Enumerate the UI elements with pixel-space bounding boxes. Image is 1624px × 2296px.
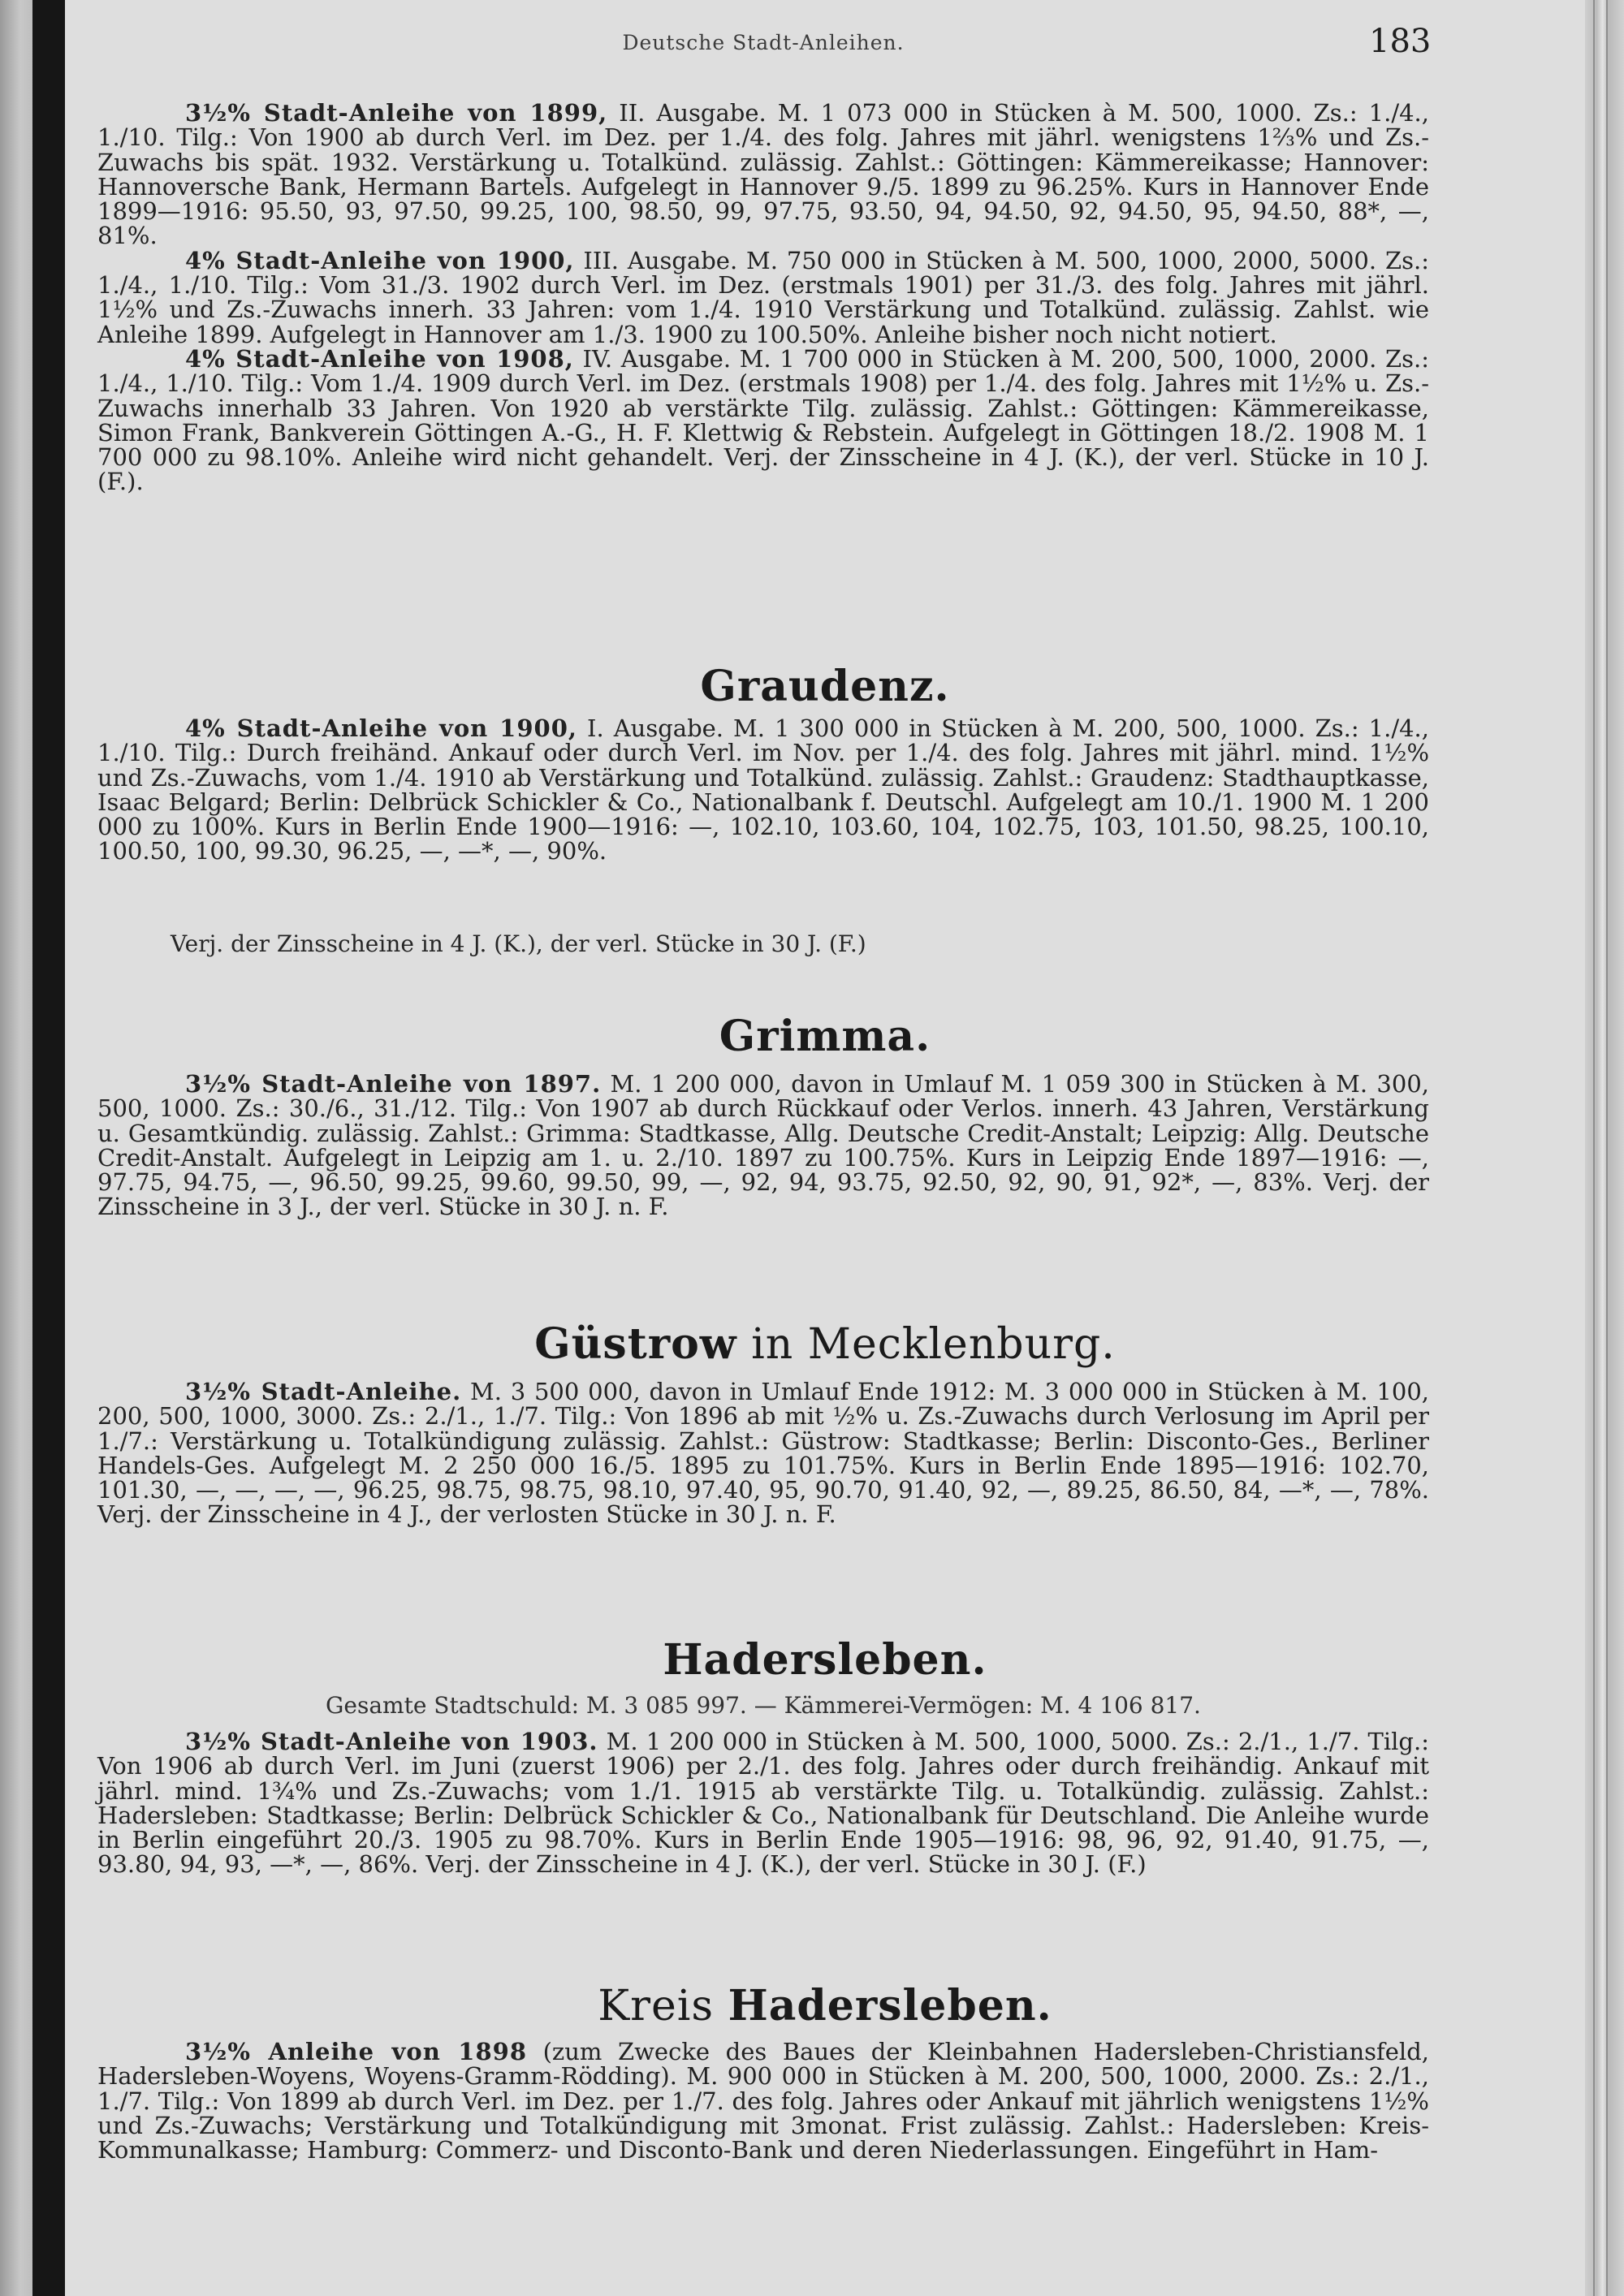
kreis-hadersleben-loan-1898 bbox=[97, 2039, 1429, 2162]
heading-light-part: in Mecklenburg. bbox=[736, 1320, 1116, 1369]
goettingen-loan-1899 bbox=[97, 101, 1429, 248]
loan-title: 4% Stadt-Anleihe von 1900, bbox=[185, 246, 575, 274]
loan-title: 3½% Stadt-Anleihe. bbox=[185, 1378, 462, 1405]
section-heading-guestrow bbox=[65, 1319, 1585, 1369]
heading-bold-part: Hadersleben. bbox=[728, 1981, 1052, 2031]
loan-text: II. Ausgabe. M. 1 073 000 in Stücken à M. 500, 1000. Zs.: 1./4., 1./10. Tilg.: Von 1900 ab durch Verl. im Dez. per 1./4. des folg. Jahres mit jährl. wenigstens 1⅔% und Zs.-Zuwachs bis spät. 1932. Verstärkung u. Totalkünd. zulässig. Zahlst.: Göttingen: Kämmereikasse; Hannover: Hannoversche Bank, Hermann Bartels. Aufgelegt in Hannover 9./5. 1899 zu 96.25%. Kurs in Hannover Ende 1899—1916: 95.50, 93, 97.50, 99.25, 100, 98.50, 99, 97.75, 93.50, 94, 94.50, 92, 94.50, 95, 94.50, 88*, —, 81%. bbox=[97, 99, 1429, 250]
loan-text: M. 1 200 000, davon in Umlauf M. 1 059 300 in Stücken à M. 300, 500, 1000. Zs.: 30./6., 31./12. Tilg.: Von 1907 ab durch Rückkauf oder Verlos. innerh. 43 Jahren, Verstärkung u. Gesamtkündig. zulässig. Zahlst.: Grimma: Stadtkasse, Allg. Deutsche Credit-Anstalt; Leipzig: Allg. Deutsche Credit-Anstalt. Aufgelegt in Leipzig am 1. u. 2./10. 1897 zu 100.75%. Kurs in Leipzig Ende 1897—1916: —, 97.75, 94.75, —, 96.50, 99.25, 99.60, 99.50, 99, —, 92, 94, 93.75, 92.50, 92, 90, 91, 92*, —, 83%. Verj. der Zinsscheine in 3 J., der verl. Stücke in 30 J. n. F. bbox=[97, 1070, 1429, 1221]
page-stack-edge bbox=[1585, 0, 1624, 2296]
running-head: Deutsche Stadt-Anleihen. bbox=[622, 31, 905, 54]
previous-page-edge bbox=[0, 0, 34, 2296]
loan-text: IV. Ausgabe. M. 1 700 000 in Stücken à M. 200, 500, 1000, 2000. Zs.: 1./4., 1./10. Tilg.: Vom 1./4. 1909 durch Verl. im Dez. (erstmals 1908) per 1./4. des folg. Jahres mit 1½% u. Zs.-Zuwachs innerhalb 33 Jahren. Von 1920 ab verstärkte Tilg. zulässig. Zahlst.: Göttingen: Kämmereikasse, Simon Frank, Bankverein Göttingen A.-G., H. F. Klettwig & Rebstein. Aufgelegt in Göttingen 18./2. 1908 M. 1 700 000 zu 98.10%. Anleihe wird nicht gehandelt. Verj. der Zinsscheine in 4 J. (K.), der verl. Stücke in 10 J. (F.). bbox=[97, 344, 1429, 496]
page-number: 183 bbox=[1369, 23, 1432, 60]
loan-text: (zum Zwecke des Baues der Kleinbahnen Hadersleben-Christiansfeld, Hadersleben-Woyens, Woyens-Gramm-Rödding). M. 900 000 in Stücken à M. 200, 500, 1000, 2000. Zs.: 2./1., 1./7. Tilg.: Von 1899 ab durch Verl. im Dez. per 1./7. des folg. Jahres oder Ankauf mit jährlich wenigstens 1½% und Zs.-Zuwachs; Verstärkung und Totalkündigung mit 3monat. Frist zulässig. Zahlst.: Hadersleben: Kreis-Kommunalkasse; Hamburg: Commerz- und Disconto-Bank und deren Niederlassungen. Eingeführt in Ham- bbox=[97, 2038, 1429, 2164]
graudenz-loan-1900 bbox=[97, 716, 1429, 864]
section-heading-hadersleben: Hadersleben. bbox=[663, 1635, 987, 1685]
loan-text: M. 3 500 000, davon in Umlauf Ende 1912: M. 3 000 000 in Stücken à M. 100, 200, 500, 1000, 3000. Zs.: 2./1., 1./7. Tilg.: Von 1896 ab mit ½% u. Zs.-Zuwachs durch Verlosung im April per 1./7.: Verstärkung u. Totalkündigung zulässig. Zahlst.: Güstrow: Stadtkasse; Berlin: Disconto-Ges., Berliner Handels-Ges. Aufgelegt M. 2 250 000 16./5. 1895 zu 101.75%. Kurs in Berlin Ende 1895—1916: 102.70, 101.30, —, —, —, —, 96.25, 98.75, 98.75, 98.10, 97.40, 95, 90.70, 91.40, 92, —, 89.25, 86.50, 84, —*, —, 78%. Verj. der Zinsscheine in 4 J., der verlosten Stücke in 30 J. n. F. bbox=[97, 1378, 1429, 1529]
graudenz-entry bbox=[97, 716, 1429, 864]
section-heading-grimma: Grimma. bbox=[719, 1012, 931, 1061]
guestrow-loan bbox=[97, 1379, 1429, 1527]
hadersleben-loan-1903 bbox=[97, 1729, 1429, 1877]
graudenz-verjaehrung: Verj. der Zinsscheine in 4 J. (K.), der verl. Stücke in 30 J. (F.) bbox=[171, 930, 866, 957]
section-heading-graudenz: Graudenz. bbox=[700, 662, 950, 711]
hadersleben-entry bbox=[97, 1729, 1429, 1877]
loan-title: 3½% Anleihe von 1898 bbox=[185, 2038, 527, 2065]
loan-title: 4% Stadt-Anleihe von 1908, bbox=[185, 344, 574, 373]
loan-title: 4% Stadt-Anleihe von 1900, bbox=[185, 714, 577, 742]
goettingen-loan-1900 bbox=[97, 248, 1429, 347]
grimma-loan-1897 bbox=[97, 1072, 1429, 1219]
loan-title: 3½% Stadt-Anleihe von 1897. bbox=[185, 1070, 602, 1098]
loan-text: M. 1 200 000 in Stücken à M. 500, 1000, 5000. Zs.: 2./1., 1./7. Tilg.: Von 1906 ab durch Verl. im Juni (zuerst 1906) per 2./1. des folg. Jahres oder durch freihändig. Ankauf mit jährl. mind. 1¾% und Zs.-Zuwachs; vom 1./1. 1915 ab verstärkte Tilg. u. Totalkündig. zulässig. Zahlst.: Hadersleben: Stadtkasse; Berlin: Delbrück Schickler & Co., Nationalbank für Deutschland. Die Anleihe wurde in Berlin eingeführt 20./3. 1905 zu 98.70%. Kurs in Berlin Ende 1905—1916: 98, 96, 92, 91.40, 91.75, —, 93.80, 94, 93, —*, —, 86%. Verj. der Zinsscheine in 4 J. (K.), der verl. Stücke in 30 J. (F.) bbox=[97, 1728, 1429, 1879]
loan-text: I. Ausgabe. M. 1 300 000 in Stücken à M. 200, 500, 1000. Zs.: 1./4., 1./10. Tilg.: Durch freihänd. Ankauf oder durch Verl. im Nov. per 1./4. des folg. Jahres mit jährl. mind. 1½% und Zs.-Zuwachs, vom 1./4. 1910 ab Verstärkung und Totalkünd. zulässig. Zahlst.: Graudenz: Stadthauptkasse, Isaac Belgard; Berlin: Delbrück Schickler & Co., Nationalbank f. Deutschl. Aufgelegt am 10./1. 1900 M. 1 200 000 zu 100%. Kurs in Berlin Ende 1900—1916: —, 102.10, 103.60, 104, 102.75, 103, 101.50, 98.25, 100.10, 100.50, 100, 99.30, 96.25, —, —*, —, 90%. bbox=[97, 714, 1429, 865]
goettingen-entries bbox=[97, 101, 1429, 494]
loan-title: 3½% Stadt-Anleihe von 1899, bbox=[185, 99, 608, 127]
guestrow-entry bbox=[97, 1379, 1429, 1527]
hadersleben-debt-line: Gesamte Stadtschuld: M. 3 085 997. — Kämmerei-Vermögen: M. 4 106 817. bbox=[326, 1692, 1201, 1719]
heading-light-part: Kreis bbox=[598, 1982, 728, 2031]
book-binding-shadow bbox=[32, 0, 67, 2296]
loan-title: 3½% Stadt-Anleihe von 1903. bbox=[185, 1728, 598, 1755]
section-heading-kreis-hadersleben bbox=[65, 1981, 1585, 2031]
heading-bold-part: Güstrow bbox=[534, 1319, 737, 1369]
loan-text: III. Ausgabe. M. 750 000 in Stücken à M. 500, 1000, 2000, 5000. Zs.: 1./4., 1./10. Tilg.: Vom 31./3. 1902 durch Verl. im Dez. (erstmals 1901) per 31./3. des folg. Jahres mit jährl. 1½% und Zs.-Zuwachs innerh. 33 Jahren: vom 1./4. 1910 Verstärkung und Totalkünd. zulässig. Zahlst. wie Anleihe 1899. Aufgelegt in Hannover am 1./3. 1900 zu 100.50%. Anleihe bisher noch nicht notiert. bbox=[97, 246, 1429, 348]
kreis-hadersleben-entry bbox=[97, 2039, 1429, 2162]
goettingen-loan-1908 bbox=[97, 344, 1429, 496]
grimma-entry bbox=[97, 1072, 1429, 1219]
